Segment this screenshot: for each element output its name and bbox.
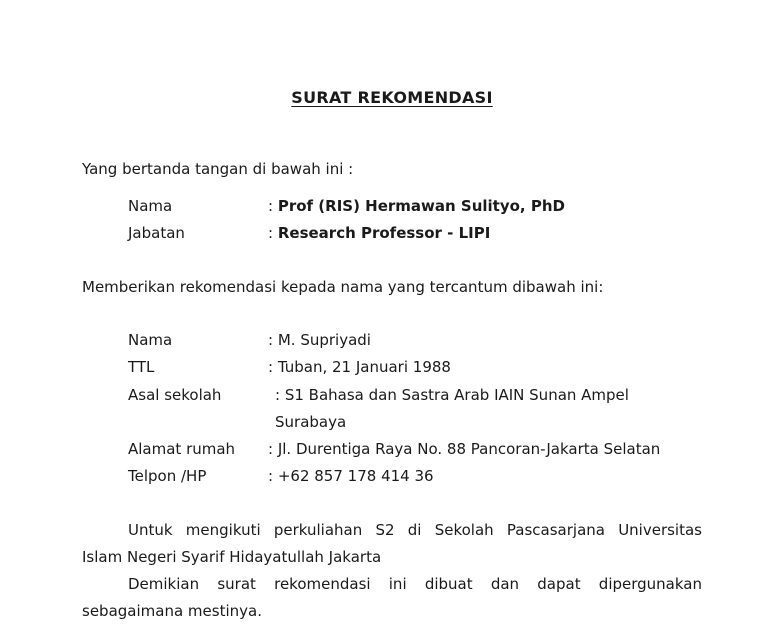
signer-position-row <box>268 224 490 242</box>
recipient-name-label: Nama <box>128 331 173 349</box>
recipient-phone-row <box>268 467 434 485</box>
letter-title <box>0 88 768 107</box>
recipient-phone-label: Telpon /HP <box>128 467 207 485</box>
signer-name-label: Nama <box>128 197 173 215</box>
recipient-birth-label: TTL <box>128 358 155 376</box>
recipient-name-row <box>268 331 371 349</box>
colon: : <box>268 331 274 349</box>
signer-position-label: Jabatan <box>128 224 185 242</box>
colon: : <box>268 197 274 215</box>
recipient-name-value: M. Supriyadi <box>277 331 371 349</box>
purpose-line-2: Islam Negeri Syarif Hidayatullah Jakarta <box>82 548 382 566</box>
purpose-paragraph <box>82 517 702 571</box>
signer-name-value: Prof (RIS) Hermawan Sulityo, PhD <box>277 197 565 215</box>
colon: : <box>275 386 281 404</box>
recipient-address-value: Jl. Durentiga Raya No. 88 Pancoran-Jakarta Selatan <box>277 440 661 458</box>
recipient-phone-value: +62 857 178 414 36 <box>277 467 434 485</box>
signer-position-value: Research Professor - LIPI <box>277 224 491 242</box>
recipient-birth-row <box>268 358 451 376</box>
closing-line-2: sebagaimana mestinya. <box>82 602 262 620</box>
recipient-school-row <box>275 386 629 404</box>
recipient-birth-value: Tuban, 21 Januari 1988 <box>277 358 451 376</box>
signer-name-row <box>268 197 565 215</box>
recipient-address-row <box>268 440 660 458</box>
recipient-school-value: S1 Bahasa dan Sastra Arab IAIN Sunan Ampel <box>284 386 629 404</box>
recipient-address-label: Alamat rumah <box>128 440 236 458</box>
colon: : <box>268 358 274 376</box>
recipient-school-value-cont: Surabaya <box>275 413 347 431</box>
colon: : <box>268 224 274 242</box>
closing-paragraph <box>82 571 702 625</box>
colon: : <box>268 467 274 485</box>
recipient-school-label: Asal sekolah <box>128 386 222 404</box>
recommend-intro-text: Memberikan rekomendasi kepada nama yang tercantum dibawah ini: <box>82 278 604 296</box>
closing-line-1: Demikian surat rekomendasi ini dibuat dan dapat dipergunakan <box>128 575 702 593</box>
colon: : <box>268 440 274 458</box>
purpose-line-1: Untuk mengikuti perkuliahan S2 di Sekolah Pascasarjana Universitas <box>128 521 702 539</box>
intro-text: Yang bertanda tangan di bawah ini : <box>82 160 354 178</box>
letter-title-text: SURAT REKOMENDASI <box>291 88 493 107</box>
